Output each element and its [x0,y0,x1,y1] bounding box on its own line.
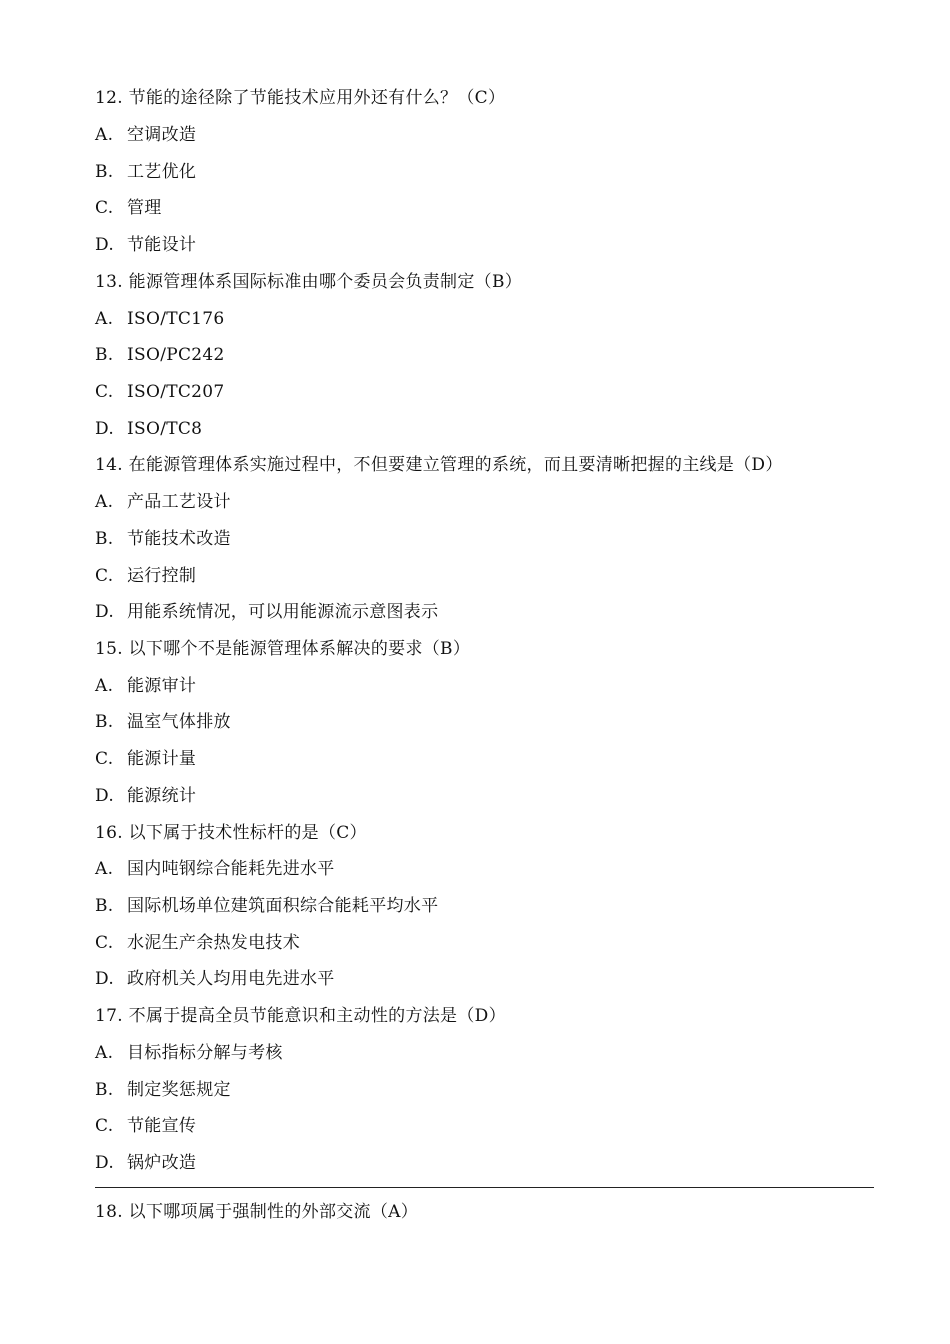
option-letter: B. [95,345,114,365]
option-text: 政府机关人均用电先进水平 [127,969,335,989]
option-letter: B. [95,162,114,182]
option-12-b [95,161,196,183]
option-15-a [95,675,196,697]
option-letter: B. [95,529,114,549]
option-17-c [95,1115,196,1137]
question-14: 14. 在能源管理体系实施过程中，不但要建立管理的系统，而且要清晰把握的主线是（D） [95,455,783,475]
option-text: 运行控制 [127,566,197,586]
option-16-a [95,858,335,880]
option-14-b [95,528,231,550]
option-letter: D. [95,1153,115,1173]
option-17-d [95,1152,196,1174]
option-text: 管理 [127,198,162,218]
option-text: 水泥生产余热发电技术 [127,933,300,953]
option-text: 锅炉改造 [127,1153,197,1173]
page-divider [95,1187,874,1188]
option-14-d [95,601,438,623]
option-letter: C. [95,1116,114,1136]
option-letter: A. [95,309,114,329]
option-text: 温室气体排放 [127,712,231,732]
option-letter: D. [95,419,115,439]
option-letter: C. [95,933,114,953]
option-text: ISO/TC8 [127,419,203,439]
question-17: 17. 不属于提高全员节能意识和主动性的方法是（D） [95,1006,506,1026]
option-13-c [95,381,225,403]
option-text: 节能技术改造 [127,529,231,549]
option-16-c [95,932,300,954]
option-text: 能源统计 [127,786,197,806]
option-17-b [95,1079,231,1101]
option-15-d [95,785,196,807]
option-12-a [95,124,196,146]
option-letter: C. [95,198,114,218]
question-16: 16. 以下属于技术性标杆的是（C） [95,823,367,843]
option-letter: D. [95,786,115,806]
option-letter: A. [95,676,114,696]
option-12-d [95,234,196,256]
question-15: 15. 以下哪个不是能源管理体系解决的要求（B） [95,639,471,659]
option-15-b [95,711,231,733]
option-13-b [95,344,225,366]
question-12: 12. 节能的途径除了节能技术应用外还有什么？（C） [95,88,506,108]
option-letter: C. [95,566,114,586]
option-letter: A. [95,1043,114,1063]
option-16-d [95,968,335,990]
option-text: 产品工艺设计 [127,492,231,512]
option-14-a [95,491,231,513]
option-text: ISO/TC207 [127,382,225,402]
option-text: 国际机场单位建筑面积综合能耗平均水平 [127,896,439,916]
option-13-a [95,308,225,330]
option-letter: B. [95,1080,114,1100]
option-text: 制定奖惩规定 [127,1080,231,1100]
option-letter: A. [95,492,114,512]
option-text: 国内吨钢综合能耗先进水平 [127,859,335,879]
option-letter: B. [95,896,114,916]
option-text: 用能系统情况，可以用能源流示意图表示 [127,602,439,622]
option-16-b [95,895,438,917]
option-text: 节能宣传 [127,1116,197,1136]
option-13-d [95,418,202,440]
option-14-c [95,565,196,587]
option-text: 空调改造 [127,125,197,145]
option-text: 工艺优化 [127,162,197,182]
option-letter: D. [95,235,115,255]
option-15-c [95,748,196,770]
option-17-a [95,1042,283,1064]
option-text: 能源审计 [127,676,197,696]
option-letter: D. [95,969,115,989]
option-text: ISO/PC242 [127,345,225,365]
question-18: 18. 以下哪项属于强制性的外部交流（A） [95,1202,419,1222]
option-letter: A. [95,859,114,879]
option-letter: B. [95,712,114,732]
option-letter: C. [95,749,114,769]
option-letter: A. [95,125,114,145]
option-letter: C. [95,382,114,402]
option-12-c [95,197,162,219]
option-text: 能源计量 [127,749,197,769]
question-13: 13. 能源管理体系国际标准由哪个委员会负责制定（B） [95,272,523,292]
option-text: 目标指标分解与考核 [127,1043,283,1063]
option-letter: D. [95,602,115,622]
option-text: 节能设计 [127,235,197,255]
option-text: ISO/TC176 [127,309,225,329]
